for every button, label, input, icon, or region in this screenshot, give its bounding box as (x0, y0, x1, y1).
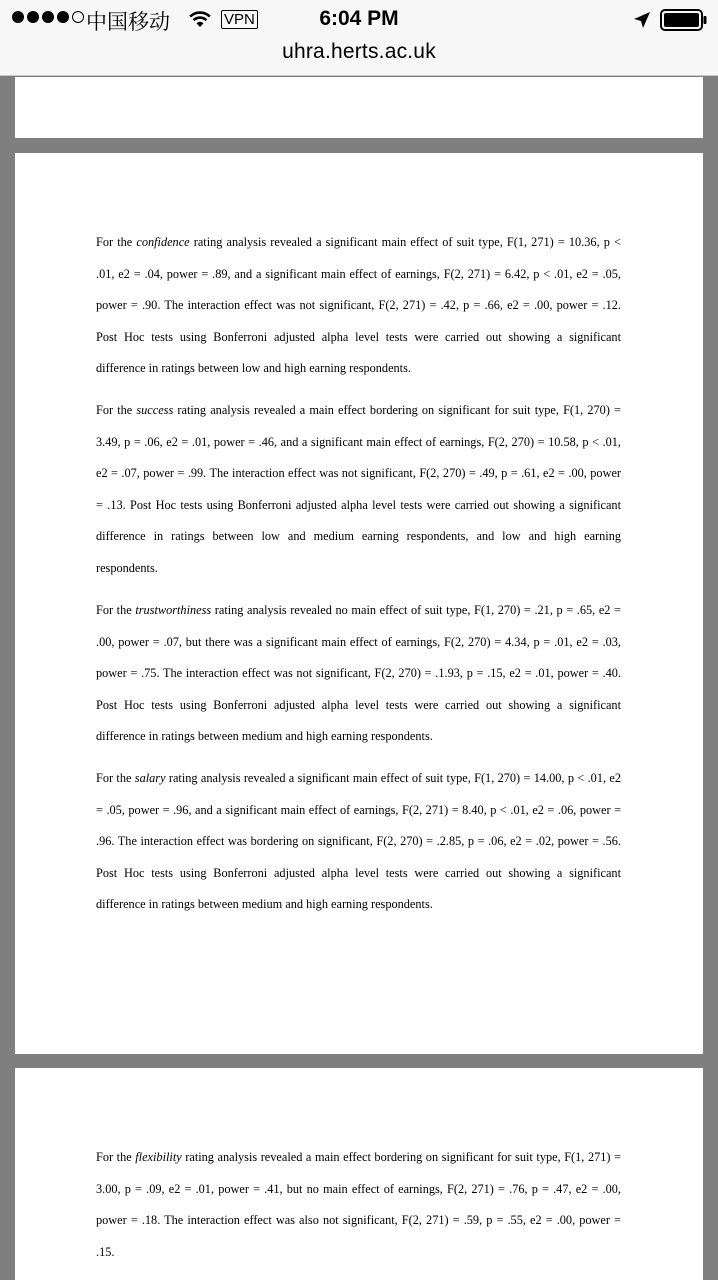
rating-term: confidence (136, 235, 190, 249)
pdf-page-previous (15, 77, 703, 138)
browser-top-bar (0, 0, 718, 76)
status-bar (0, 0, 718, 40)
rating-term: salary (134, 771, 166, 785)
results-paragraph-success: For the success rating analysis revealed a main effect bordering on significant for suit type, F(1, 270) = 3.49, p = .06, e2 = .01, power = .46, and a significant main effect of earnings, F(2, 270) = 10.58, p < .01, e2 = .07, power = .99. The interaction effect was not significant, F(2, 270) = .49, p = .61, e2 = .00, power = .13. Post Hoc tests using Bonferroni adjusted alpha level tests were carried out showing a significant difference in ratings between low and medium earning respondents, and low and high earning respondents. (96, 403, 621, 575)
results-paragraph-flexibility: For the flexibility rating analysis revealed a main effect bordering on significant for suit type, F(1, 271) = 3.00, p = .09, e2 = .01, power = .41, but no main effect of earnings, F(2, 271) = .76, p = .47, e2 = .00, power = .18. The interaction effect was also not significant, F(2, 271) = .59, p = .55, e2 = .00, power = .15. (96, 1150, 621, 1259)
status-time: 6:04 PM (319, 7, 399, 30)
pdf-page (15, 153, 703, 1054)
results-paragraph-trustworthiness: For the trustworthiness rating analysis revealed no main effect of suit type, F(1, 270) = .21, p = .65, e2 = .00, power = .07, but there was a significant main effect of earnings, F(2, 270) = 4.34, p = .01, e2 = .03, power = .75. The interaction effect was not significant, F(2, 270) = .1.93, p = .15, e2 = .01, power = .40. Post Hoc tests using Bonferroni adjusted alpha level tests were carried out showing a significant difference in ratings between medium and high earning respondents. (96, 603, 621, 743)
vpn-badge: VPN (221, 10, 258, 29)
rating-term: success (136, 403, 174, 417)
rating-term: trustworthiness (135, 603, 212, 617)
carrier-name: 中国移动 (86, 11, 170, 34)
pdf-page-next (15, 1068, 703, 1280)
location-icon (633, 11, 651, 29)
results-paragraph-salary: For the salary rating analysis revealed a significant main effect of suit type, F(1, 270) = 14.00, p < .01, e2 = .05, power = .96, and a significant main effect of earnings, F(2, 271) = 8.40, p < .01, e2 = .06, power = .96. The interaction effect was bordering on significant, F(2, 270) = .2.85, p = .06, e2 = .02, power = .56. Post Hoc tests using Bonferroni adjusted alpha level tests were carried out showing a significant difference in ratings between medium and high earning respondents. (96, 771, 621, 911)
results-paragraph-confidence: For the confidence rating analysis revealed a significant main effect of suit type, F(1, 271) = 10.36, p < .01, e2 = .04, power = .89, and a significant main effect of earnings, F(2, 271) = 6.42, p < .01, e2 = .05, power = .90. The interaction effect was not significant, F(2, 271) = .42, p = .66, e2 = .00, power = .12. Post Hoc tests using Bonferroni adjusted alpha level tests were carried out showing a significant difference in ratings between low and high earning respondents. (96, 235, 621, 375)
battery-icon (660, 9, 708, 31)
address-bar-url[interactable]: uhra.herts.ac.uk (282, 40, 436, 63)
rating-term: flexibility (135, 1150, 182, 1164)
